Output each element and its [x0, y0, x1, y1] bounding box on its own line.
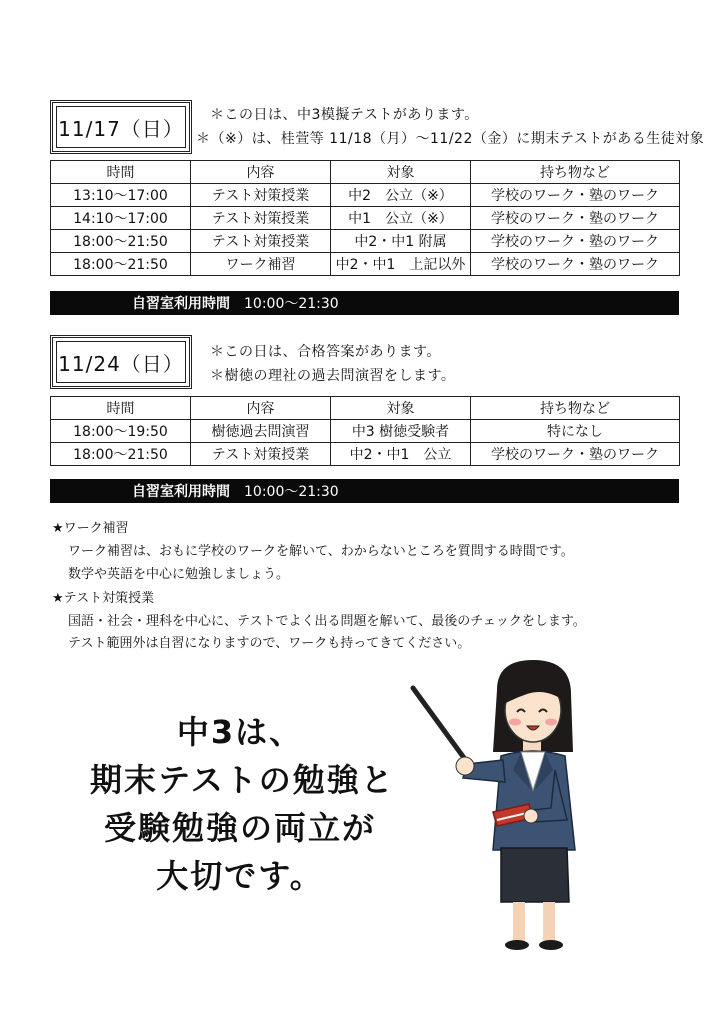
cell-content: テスト対策授業 — [191, 207, 331, 230]
schedule-table-1 — [50, 160, 680, 276]
work-title: ★ワーク補習 — [52, 521, 129, 536]
cell-items: 学校のワーク・塾のワーク — [471, 184, 680, 207]
teacher-illustration — [405, 660, 615, 955]
header-target: 対象 — [331, 397, 471, 420]
header-content: 内容 — [191, 397, 331, 420]
table-header-row — [51, 397, 680, 420]
note-2a: ＊この日は、合格答案があります。 — [210, 344, 441, 360]
pointer-stick — [413, 688, 467, 762]
study-room-label-1: 自習室利用時間 — [132, 296, 230, 312]
work-line-1: ワーク補習は、おもに学校のワークを解いて、わからないところを質問する時間です。 — [68, 544, 574, 559]
header-content: 内容 — [191, 161, 331, 184]
cell-time: 18:00～19:50 — [51, 420, 191, 443]
study-room-bar-2 — [50, 479, 679, 503]
study-room-label-2: 自習室利用時間 — [132, 484, 230, 500]
study-room-time-1: 10:00～21:30 — [244, 296, 339, 312]
header-target: 対象 — [331, 161, 471, 184]
date-label-2: 11/24（日） — [58, 351, 184, 376]
schedule-table-2 — [50, 396, 680, 466]
cell-items: 学校のワーク・塾のワーク — [471, 253, 680, 276]
cell-time: 14:10～17:00 — [51, 207, 191, 230]
skirt — [501, 848, 569, 902]
cell-time: 13:10～17:00 — [51, 184, 191, 207]
cell-content: ワーク補習 — [191, 253, 331, 276]
table-row — [51, 253, 680, 276]
work-line-2: 数学や英語を中心に勉強しましょう。 — [68, 567, 290, 582]
motivation-message — [90, 708, 395, 900]
cell-target: 中2・中1 公立 — [331, 443, 471, 466]
table-header-row — [51, 161, 680, 184]
cell-items: 学校のワーク・塾のワーク — [471, 443, 680, 466]
test-line-2: テスト範囲外は自習になりますので、ワークも持ってきてください。 — [68, 636, 471, 651]
note-2b: ＊樹徳の理社の過去問演習をします。 — [210, 368, 456, 384]
cell-content: 樹徳過去問演習 — [191, 420, 331, 443]
cell-time: 18:00～21:50 — [51, 230, 191, 253]
message-line-4: 大切です。 — [156, 857, 324, 895]
table-row — [51, 420, 680, 443]
header-items: 持ち物など — [471, 161, 680, 184]
header-items: 持ち物など — [471, 397, 680, 420]
cell-target: 中2・中1 上記以外 — [331, 253, 471, 276]
cell-time: 18:00～21:50 — [51, 443, 191, 466]
table-row — [51, 443, 680, 466]
date-box-2 — [50, 335, 192, 389]
message-line-2: 期末テストの勉強と — [90, 761, 395, 799]
cell-target: 中3 樹徳受験者 — [331, 420, 471, 443]
date-box-1 — [50, 100, 192, 154]
test-title: ★テスト対策授業 — [52, 591, 155, 606]
date-label-1: 11/17（日） — [58, 116, 184, 141]
cell-items: 特になし — [471, 420, 680, 443]
table-row — [51, 207, 680, 230]
header-time: 時間 — [51, 161, 191, 184]
cell-items: 学校のワーク・塾のワーク — [471, 230, 680, 253]
message-line-3: 受験勉強の両立が — [103, 809, 376, 847]
cell-items: 学校のワーク・塾のワーク — [471, 207, 680, 230]
study-room-bar-1 — [50, 291, 679, 315]
study-room-time-2: 10:00～21:30 — [244, 484, 339, 500]
cell-target: 中2・中1 附属 — [331, 230, 471, 253]
cell-content: テスト対策授業 — [191, 443, 331, 466]
header-time: 時間 — [51, 397, 191, 420]
note-1a: ＊この日は、中3模擬テストがあります。 — [210, 107, 479, 123]
table-row — [51, 184, 680, 207]
table-row — [51, 230, 680, 253]
cell-target: 中2 公立（※） — [331, 184, 471, 207]
test-line-1: 国語・社会・理科を中心に、テストでよく出る問題を解いて、最後のチェックをします。 — [68, 614, 586, 629]
cell-content: テスト対策授業 — [191, 230, 331, 253]
message-line-1: 中3は、 — [176, 713, 304, 751]
cell-target: 中1 公立（※） — [331, 207, 471, 230]
cell-time: 18:00～21:50 — [51, 253, 191, 276]
note-1b: ＊（※）は、桂萱等 11/18（月）～11/22（金）に期末テストがある生徒対象 — [196, 131, 705, 147]
cell-content: テスト対策授業 — [191, 184, 331, 207]
